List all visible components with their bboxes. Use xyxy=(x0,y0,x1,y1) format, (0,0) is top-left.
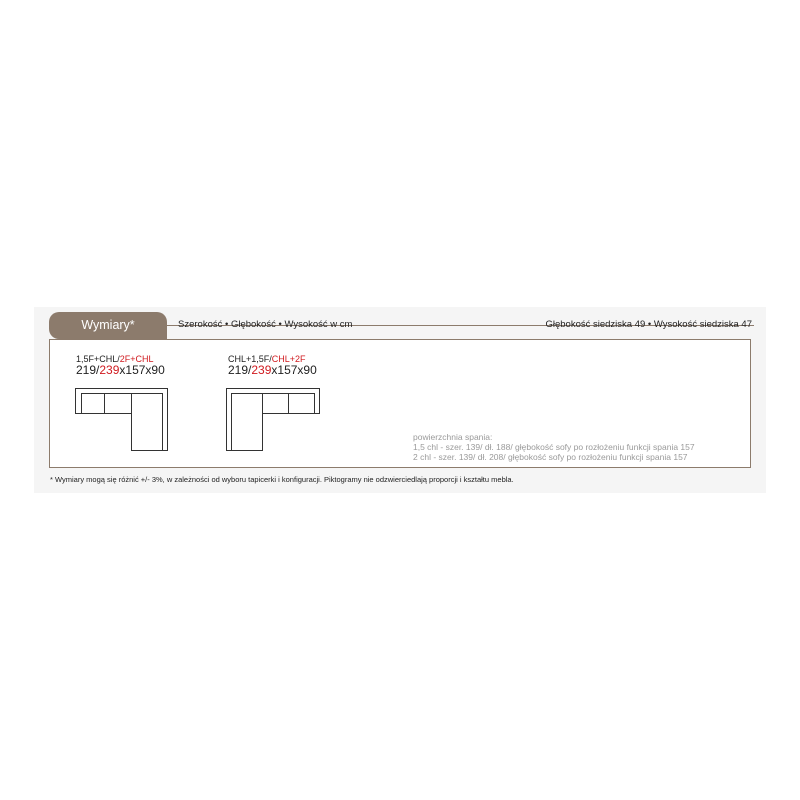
config-2-code-base: CHL+1,5F/ xyxy=(228,354,272,364)
config-2-size xyxy=(228,364,317,377)
sleeping-area-title: powierzchnia spania: xyxy=(413,432,493,442)
config-1-code-alt: 2F+CHL xyxy=(119,354,154,364)
config-2-width-alt: 239 xyxy=(251,363,272,377)
config-1-width-alt: 239 xyxy=(99,363,120,377)
config-1-width-base: 219/ xyxy=(76,363,100,377)
config-1 xyxy=(76,354,165,377)
config-2-width-base: 219/ xyxy=(228,363,252,377)
config-1-size xyxy=(76,364,165,377)
sofa-pictogram-2 xyxy=(226,388,322,451)
config-2-dims-rest: x157x90 xyxy=(271,363,317,377)
sleeping-area-info xyxy=(413,432,695,462)
sleeping-area-line-2: 2 chl - szer. 139/ dł. 208/ głębokość sofy po rozłożeniu funkcji spania 157 xyxy=(413,452,688,462)
dimensions-tab: Wymiary* xyxy=(49,312,167,339)
config-1-code-base: 1,5F+CHL/ xyxy=(76,354,120,364)
dimensions-units-label: Szerokość • Głębokość • Wysokość w cm xyxy=(178,319,353,330)
seat-dimensions-label: Głębokość siedziska 49 • Wysokość siedziska 47 xyxy=(545,319,752,330)
footnote: * Wymiary mogą się różnić +/- 3%, w zależności od wyboru tapicerki i konfiguracji. Piktogramy nie odzwierciedlają proporcji i kształtu mebla. xyxy=(50,475,514,484)
sleeping-area-line-1: 1,5 chl - szer. 139/ dł. 188/ głębokość sofy po rozłożeniu funkcji spania 157 xyxy=(413,442,695,452)
config-2-code-alt: CHL+2F xyxy=(271,354,306,364)
config-2 xyxy=(228,354,317,377)
config-1-dims-rest: x157x90 xyxy=(119,363,165,377)
sofa-pictogram-1 xyxy=(75,388,170,451)
